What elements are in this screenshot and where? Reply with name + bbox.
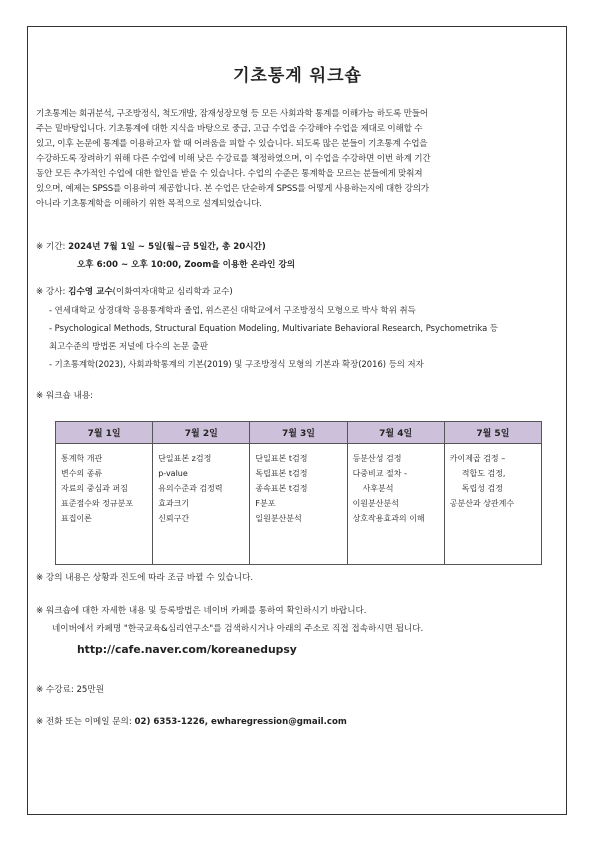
day-header: 7월 3일: [250, 422, 347, 444]
topic-item: 독립성 검정: [461, 484, 503, 493]
intro-line: 수강하도록 장려하기 위해 다른 수업에 비해 낮은 수강료를 책정하였으며, 이 수업을 수강하면 이번 하계 기간: [36, 154, 431, 164]
contact-row: [36, 715, 347, 729]
period-time: 오후 6:00 ~ 오후 10:00, Zoom을 이용한 온라인 강의: [77, 260, 296, 270]
intro-line: 있고, 이후 논문에 통계를 이용하고자 할 때 어려움을 피할 수 있습니다. 되도록 많은 분들이 기초통계 수업을: [36, 139, 428, 149]
topic-item: 사후분석: [362, 484, 394, 493]
day-header: 7월 2일: [153, 422, 250, 444]
topic-item: 공분산과 상관계수: [449, 499, 515, 508]
topic-item: p-value: [158, 469, 188, 478]
instructor-name: 김수영 교수: [68, 287, 113, 297]
contact-value[interactable]: 02) 6353-1226, ewharegression@gmail.com: [134, 717, 347, 727]
intro-line: 주는 밑바탕입니다. 기초통계에 대한 지식을 바탕으로 중급, 고급 수업을 수강해야 수업을 제대로 이해할 수: [36, 124, 423, 134]
schedule-note: ※ 강의 내용은 상황과 진도에 따라 조금 바뀔 수 있습니다.: [36, 573, 254, 583]
cafe-link[interactable]: http://cafe.naver.com/koreanedupsy: [77, 643, 297, 656]
instructor-detail: 최고수준의 방법론 저널에 다수의 논문 출판: [49, 341, 208, 351]
instructor-row: [36, 285, 233, 299]
topic-item: 독립표본 t검정: [255, 469, 308, 478]
period-dates: 2024년 7월 1일 ~ 5일(월~금 5일간, 총 20시간): [68, 242, 266, 252]
topic-item: 표집이론: [61, 514, 92, 523]
page-title: 기초통계 워크숍: [233, 66, 362, 86]
intro-line: 있으며, 예제는 SPSS를 이용하여 제공합니다. 본 수업은 단순하게 SPSS를 어떻게 사용하는지에 대한 강의가: [36, 184, 429, 194]
day-header: 7월 4일: [347, 422, 444, 444]
day-topics-cell: [250, 444, 347, 565]
day-header: 7월 5일: [444, 422, 541, 444]
day-header: 7월 1일: [56, 422, 153, 444]
intro-line: 동안 모든 추가적인 수업에 대한 할인을 받을 수 있습니다. 수업의 수준은 통계학을 모르는 분들에게 맞춰져: [36, 169, 423, 179]
instructor-detail: - 기초통계학(2023), 사회과학통계의 기본(2019) 및 구조방정식 모형의 기본과 확장(2016) 등의 저자: [49, 359, 424, 369]
topic-item: 자료의 중심과 퍼짐: [61, 484, 128, 493]
instructor-affiliation: (이화여자대학교 심리학과 교수): [112, 287, 233, 297]
topic-item: 표준점수와 정규분포: [61, 499, 134, 508]
period-label: ※ 기간:: [36, 242, 69, 252]
topic-item: 적합도 검정,: [461, 469, 506, 478]
registration-line: ※ 워크숍에 대한 자세한 내용 및 등록방법은 네이버 카페를 통하여 확인하시기 바랍니다.: [36, 606, 367, 616]
day-topics-cell: [347, 444, 444, 565]
topic-item: 통계학 개관: [61, 454, 103, 463]
intro-line: 아니라 기초통계학을 이해하기 위한 목적으로 설계되었습니다.: [36, 199, 262, 209]
topic-item: 종속표본 t검정: [255, 484, 308, 493]
topic-item: 다중비교 절차 -: [352, 469, 407, 478]
day-topics-cell: [56, 444, 153, 565]
day-topics-cell: [153, 444, 250, 565]
topic-item: 일원분산분석: [255, 514, 302, 523]
registration-line: 네이버에서 카페명 "한국교육&심리연구소"를 검색하시거나 아래의 주소로 직접 접속하시면 됩니다.: [52, 624, 424, 634]
instructor-label: ※ 강사:: [36, 287, 69, 297]
content-label: ※ 워크숍 내용:: [36, 391, 94, 401]
instructor-detail: - Psychological Methods, Structural Equation Modeling, Multivariate Behavioral Research, Psychometrika 등: [49, 323, 498, 333]
topic-item: 카이제곱 검정 –: [449, 454, 506, 463]
schedule-topics-row: [56, 444, 542, 565]
intro-paragraph: [36, 107, 554, 212]
topic-item: F분포: [255, 499, 276, 508]
contact-label: ※ 전화 또는 이메일 문의:: [36, 717, 135, 727]
schedule-table: [55, 421, 542, 565]
instructor-detail: - 연세대학교 상경대학 응용통계학과 졸업, 위스콘신 대학교에서 구조방정식 모형으로 박사 학위 취득: [49, 305, 416, 315]
topic-item: 이원분산분석: [352, 499, 399, 508]
topic-item: 유의수준과 검정력: [158, 484, 223, 493]
fee-text: ※ 수강료: 25만원: [36, 685, 105, 695]
schedule-header-row: [56, 422, 542, 444]
topic-item: 상호작용효과의 이해: [352, 514, 425, 523]
topic-item: 등분산성 검정: [352, 454, 402, 463]
period-row: [36, 240, 266, 254]
topic-item: 단일표본 z검정: [158, 454, 212, 463]
topic-item: 신뢰구간: [158, 514, 190, 523]
day-topics-cell: [444, 444, 541, 565]
intro-line: 기초통계는 회귀분석, 구조방정식, 척도개발, 잠재성장모형 등 모든 사회과학 통계를 이해가능 하도록 만들어: [36, 109, 428, 119]
topic-item: 효과크기: [158, 499, 190, 508]
topic-item: 변수의 종류: [61, 469, 103, 478]
topic-item: 단일표본 t검정: [255, 454, 308, 463]
